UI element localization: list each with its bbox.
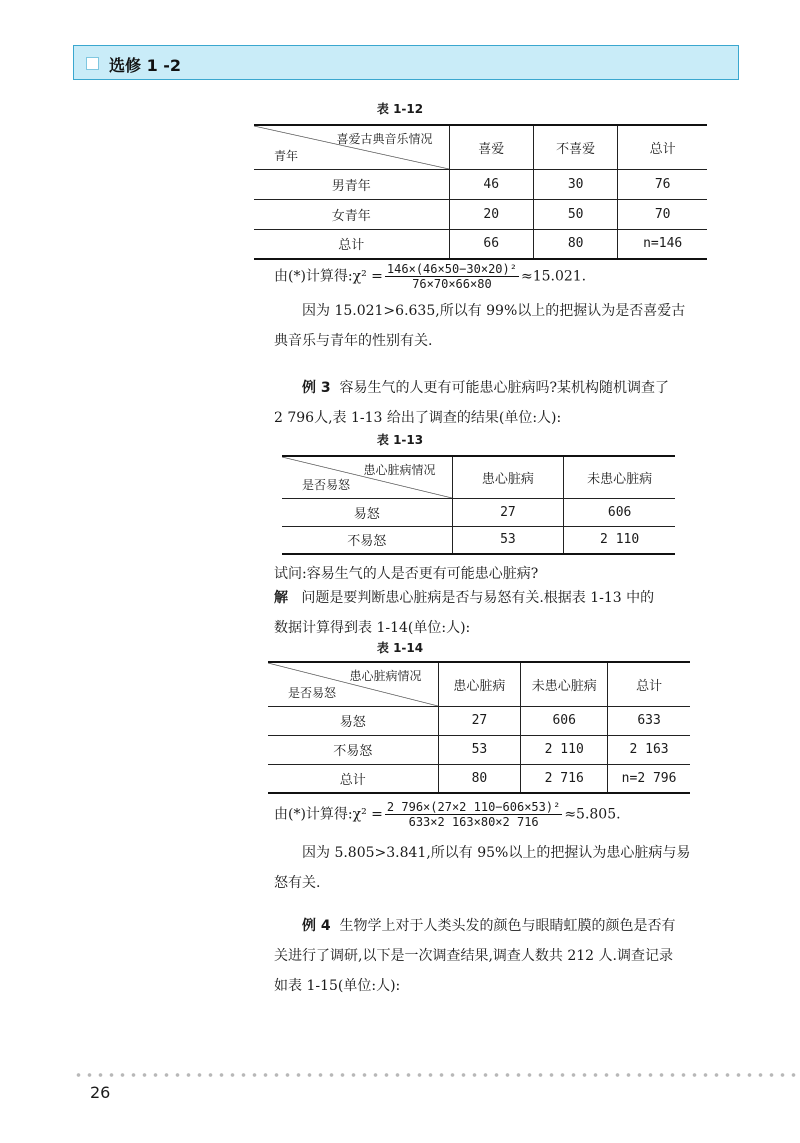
header-square-icon [86,57,99,70]
table-12-cell: 30 [533,169,617,199]
table-12-cell: 80 [533,229,617,259]
table-13 [282,455,675,555]
table-12-cell: 20 [449,199,533,229]
formula-fraction [385,800,562,829]
table-12 [254,124,707,260]
formula-numerator: 146×(46×50−30×20)² [386,262,517,276]
table-13-col-header: 未患心脏病 [564,456,675,498]
table-14-cell: n=2 796 [608,764,690,793]
table-13-cell: 53 [452,526,564,554]
text-line: 2 796人,表 1-13 给出了调查的结果(单位:人): [274,410,562,426]
conclusion-paragraph-2 [274,838,734,898]
text-line: 因为 15.021>6.635,所以有 99%以上的把握认为是否喜爱古 [302,303,686,319]
formula-result: ≈15.021. [520,268,587,285]
formula-result: ≈5.805. [564,806,621,823]
text-line: 问题是要判断患心脏病是否与易怒有关.根据表 1-13 中的 [301,590,655,606]
conclusion-paragraph-1 [274,296,734,356]
text-line: 因为 5.805>3.841,所以有 95%以上的把握认为患心脏病与易 [302,845,691,861]
formula-prefix: 由(*)计算得:χ² = [274,806,383,823]
table-14-cell: 53 [438,735,521,764]
text-line: 关进行了调研,以下是一次调查结果,调查人数共 212 人.调查记录 [274,948,673,964]
example-label: 例 3 [302,380,331,396]
table-13-row-group-label: 是否易怒 [302,477,351,492]
table-13-row-label: 不易怒 [282,526,452,554]
formula-denominator: 76×70×66×80 [412,277,492,291]
table-12-cell: n=146 [618,229,707,259]
table-13-diagonal-header [282,456,452,498]
table-14-caption: 表 1-14 [376,641,424,655]
table-12-cell: 46 [449,169,533,199]
table-12-cell: 50 [533,199,617,229]
table-14-col-header: 未患心脏病 [521,662,608,706]
text-line: 生物学上对于人类头发的颜色与眼睛虹膜的颜色是否有 [339,918,676,934]
table-13-col-header: 患心脏病 [452,456,564,498]
table-12-cell: 66 [449,229,533,259]
table-13-caption: 表 1-13 [376,433,424,447]
table-12-col-header: 喜爱 [449,125,533,169]
table-13-cell: 27 [452,498,564,526]
text-line: 如表 1-15(单位:人): [274,978,401,994]
table-12-col-header: 不喜爱 [533,125,617,169]
text-line: 怒有关. [274,875,321,891]
table-14-row-group-label: 是否易怒 [288,685,337,700]
table-12-row-group-label: 青年 [274,148,299,163]
text-line: 容易生气的人更有可能患心脏病吗?某机构随机调查了 [339,380,670,396]
table-12-row-label: 总计 [254,229,449,259]
chi-square-formula-2 [274,800,621,829]
example-3 [274,373,734,433]
solution-label: 解 [274,590,288,606]
table-14-row-label: 不易怒 [268,735,438,764]
table-14 [268,661,690,794]
table-12-diagonal-header [254,125,449,169]
formula-denominator: 633×2 163×80×2 716 [408,815,539,829]
solution-paragraph [274,583,734,643]
table-12-column-group-label: 喜爱古典音乐情况 [336,132,433,146]
table-14-cell: 80 [438,764,521,793]
table-14-cell: 2 110 [521,735,608,764]
example-4 [274,911,734,1001]
formula-fraction [385,262,519,291]
table-14-cell: 633 [608,706,690,735]
table-12-row-label: 男青年 [254,169,449,199]
table-14-cell: 606 [521,706,608,735]
table-12-col-header: 总计 [618,125,707,169]
formula-prefix: 由(*)计算得:χ² = [274,268,383,285]
table-12-caption: 表 1-12 [376,102,424,116]
table-14-col-header: 患心脏病 [438,662,521,706]
example-label: 例 4 [302,918,331,934]
table-13-row-label: 易怒 [282,498,452,526]
footer-dotted-divider [73,1073,800,1077]
table-13-column-group-label: 患心脏病情况 [363,463,436,477]
table-12-cell: 76 [618,169,707,199]
table-13-cell: 606 [564,498,675,526]
page-number: 26 [90,1083,111,1102]
table-14-col-header: 总计 [608,662,690,706]
chi-square-formula-1 [274,262,586,291]
text-line: 典音乐与青年的性别有关. [274,333,433,349]
table-13-cell: 2 110 [564,526,675,554]
section-header-bar [73,45,739,80]
table-14-row-label: 总计 [268,764,438,793]
table-14-cell: 2 163 [608,735,690,764]
section-title: 选修 1 -2 [109,56,182,75]
formula-numerator: 2 796×(27×2 110−606×53)² [386,800,561,814]
table-12-cell: 70 [618,199,707,229]
table-14-row-label: 易怒 [268,706,438,735]
text-line: 数据计算得到表 1-14(单位:人): [274,620,471,636]
question-text: 试问:容易生气的人是否更有可能患心脏病? [274,566,539,582]
table-14-cell: 27 [438,706,521,735]
table-12-row-label: 女青年 [254,199,449,229]
table-14-cell: 2 716 [521,764,608,793]
table-14-column-group-label: 患心脏病情况 [349,669,422,683]
table-14-diagonal-header [268,662,438,706]
